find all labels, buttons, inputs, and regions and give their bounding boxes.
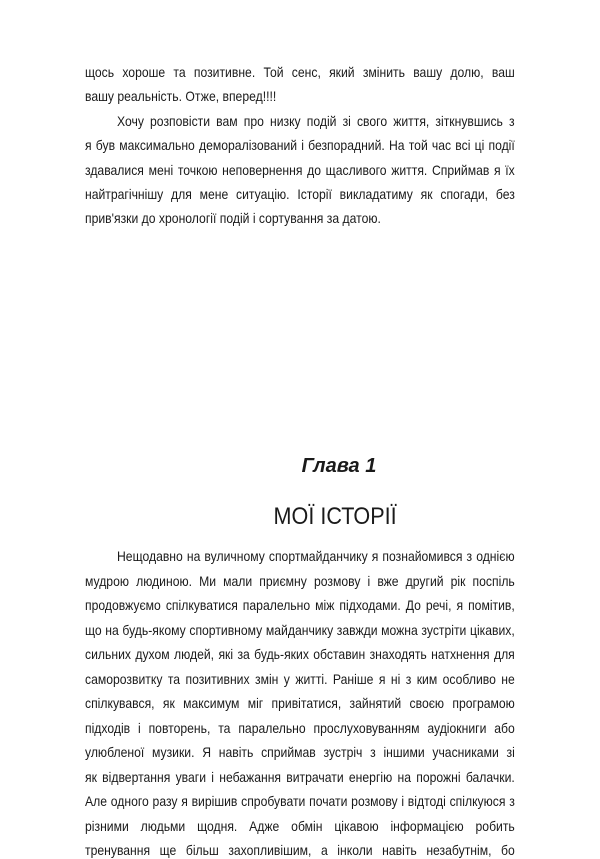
- text-line: Хочу розповісти вам про низку подій зі свого життя, зіткнувшись з: [117, 113, 515, 129]
- text-line: саморозвитку та позитивних змін у житті. Раніше я ні з ким особливо не: [85, 670, 515, 687]
- text-line: щось хороше та позитивне. Той сенс, який змінить вашу долю, ваш: [85, 64, 515, 80]
- text-line: спілкувався, як максимум міг привітатися, зайнятий своєю програмою: [85, 695, 515, 711]
- text-line: здавалися мені точкою неповернення до щасливого життя. Сприймав я їх: [85, 162, 515, 178]
- text-line: Але одного разу я вирішив спробувати почати розмову і відтоді спілкуюся з: [85, 793, 515, 809]
- text-line: продовжуємо спілкуватися паралельно між підходами. До речі, я помітив,: [85, 597, 515, 613]
- text-line: вашу реальність. Отже, вперед!!!!: [85, 88, 277, 104]
- text-line: найтрагічнішу для мене ситуацію. Історії викладатиму як спогади, без: [85, 186, 515, 202]
- text-line: прив'язки до хронології подій і сортування за датою.: [85, 210, 381, 226]
- chapter-label: Глава 1: [301, 455, 377, 477]
- text-line: я був максимально деморалізований і безпорадний. На той час всі ці події: [85, 137, 515, 153]
- text-line: сильних духом людей, які за будь-яких обставин знаходять натхнення для: [85, 646, 515, 662]
- text-line: улюбленої музики. Я навіть сприймав зустріч з іншими учасниками зі: [85, 744, 515, 760]
- chapter-title: МОЇ ІСТОРІЇ: [273, 503, 397, 530]
- text-line: підходів і повторень, та паралельно прослуховуванням аудіокниги або: [85, 719, 515, 736]
- text-line: Нещодавно на вуличному спортмайданчику я познайомився з однією: [117, 548, 515, 564]
- text-line: як відвертання уваги і небажання витрачати енергію на порожні балачки.: [85, 768, 515, 785]
- text-line: тренування ще більш захопливішим, а інколи навіть незабутнім, бо: [85, 842, 515, 858]
- text-line: мудрою людиною. Ми мали приємну розмову і вже другий рік поспіль: [85, 572, 515, 589]
- text-line: що на будь-якому спортивному майданчику завжди можна зустріти цікавих,: [85, 621, 515, 638]
- text-line: різними людьми щодня. Адже обмін цікавою інформацією робить: [85, 817, 515, 834]
